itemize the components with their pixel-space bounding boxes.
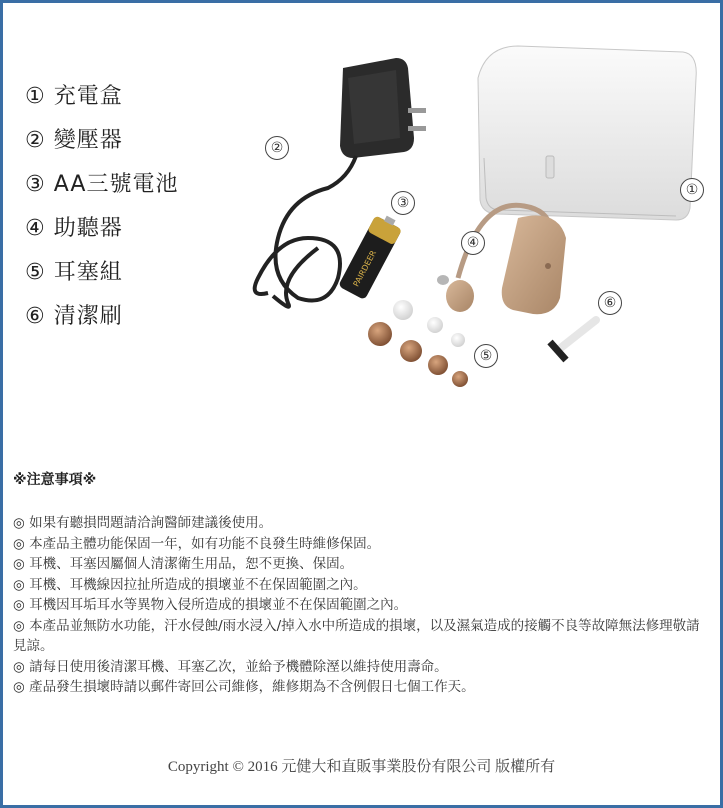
part-item [25, 295, 178, 339]
note-item: ◎ 耳機因耳垢耳水等異物入侵所造成的損壞並不在保固範圍之內。 [13, 597, 408, 613]
part-label: 清潔刷 [53, 304, 123, 329]
part-label: 充電盒 [53, 84, 123, 109]
part-number: ⑤ [25, 260, 46, 285]
note-item: ◎ 耳機、耳機線因拉扯所造成的損壞並不在保固範圍之內。 [13, 576, 367, 593]
part-number: ① [25, 84, 46, 109]
note-item: ◎ 產品發生損壞時請以郵件寄回公司維修，維修期為不含例假日七個工作天。 [13, 679, 475, 695]
hearing-aid [437, 205, 566, 314]
power-adapter [255, 58, 426, 307]
aa-battery [338, 211, 404, 300]
callout-5: ⑤ [474, 344, 498, 368]
part-item [25, 119, 178, 163]
part-label: 耳塞組 [53, 260, 123, 285]
notes-list [13, 513, 713, 698]
part-item [25, 251, 178, 295]
product-photo [228, 38, 718, 388]
note-item: ◎ 如果有聽損問題請洽詢醫師建議後使用。 [13, 515, 273, 531]
note-item: ◎ 本產品主體功能保固一年，如有功能不良發生時維修保固。 [13, 535, 381, 552]
callout-3: ③ [391, 191, 415, 215]
note-item: ◎ 本產品並無防水功能，汗水侵蝕/雨水浸入/掉入水中所造成的損壞，以及濕氣造成的接觸不良等故障無法修理敬請見諒。 [13, 617, 700, 654]
copyright-text: Copyright © 2016 元健大和直販事業股份有限公司 版權所有 [167, 759, 556, 775]
callout-4: ④ [461, 231, 485, 255]
part-item [25, 163, 178, 207]
part-number: ② [25, 128, 46, 153]
charging-box [478, 46, 696, 220]
callout-1: ① [680, 178, 704, 202]
part-label: 變壓器 [53, 128, 123, 153]
battery-brand-text: PAIRDEER [351, 249, 379, 289]
note-item: ◎ 請每日使用後清潔耳機、耳塞乙次，並給予機體除溼以維持使用壽命。 [13, 658, 448, 675]
part-item [25, 75, 178, 119]
ear-tips [368, 300, 468, 387]
part-number: ③ [25, 172, 46, 197]
callout-2: ② [265, 136, 289, 160]
parts-list [25, 75, 178, 339]
part-label: 助聽器 [53, 216, 123, 241]
part-number: ④ [25, 216, 46, 241]
product-illustration [228, 38, 718, 388]
note-item: ◎ 耳機、耳塞因屬個人清潔衛生用品，恕不更換、保固。 [13, 556, 354, 572]
part-item [25, 207, 178, 251]
part-number: ⑥ [25, 304, 46, 329]
callout-6: ⑥ [598, 291, 622, 315]
notes-heading: ※注意事項※ [13, 472, 97, 488]
cleaning-brush [550, 320, 596, 360]
part-label: AA三號電池 [53, 172, 179, 197]
